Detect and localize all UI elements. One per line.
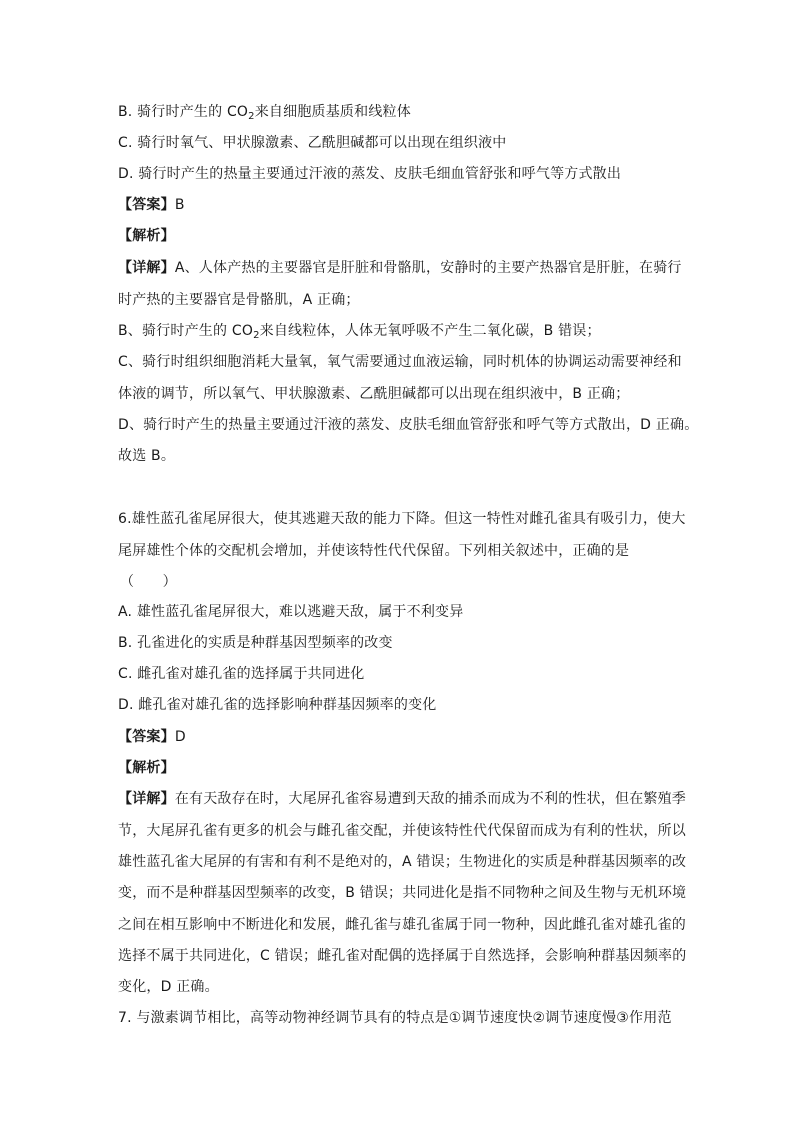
q5-option-d: D. 骑行时产生的热量主要通过汗液的蒸发、皮肤毛细血管舒张和呼气等方式散出 xyxy=(118,166,622,182)
q6-explanation-line3: 雄性蓝孔雀大尾屏的有害和有利不是绝对的，A 错误；生物进化的实质是种群基因频率的改 xyxy=(118,854,687,870)
q6-explanation-line6: 选择不属于共同进化，C 错误；雌孔雀对配偶的选择属于自然选择，会影响种群基因频率的 xyxy=(118,948,687,964)
q5-explanation-a-line2: 时产热的主要器官是骨骼肌，A 正确； xyxy=(118,292,360,308)
q7-stem-line1: 7. 与激素调节相比，高等动物神经调节具有的特点是①调节速度快②调节速度慢③作用范 xyxy=(118,1010,672,1026)
q5-analysis-label: 【解析】 xyxy=(118,228,175,244)
q6-explanation-line1: 【详解】在有天敌存在时，大尾屏孔雀容易遭到天敌的捕杀而成为不利的性状，但在繁殖季 xyxy=(118,791,687,807)
q5-answer: 【答案】B xyxy=(118,197,185,213)
q6-explanation-line4: 变，而不是种群基因型频率的改变，B 错误；共同进化是指不同物种之间及生物与无机环境 xyxy=(118,885,687,901)
q6-option-d: D. 雌孔雀对雄孔雀的选择影响种群基因频率的变化 xyxy=(118,697,437,713)
q5-explanation-c-line2: 体液的调节，所以氧气、甲状腺激素、乙酰胆碱都可以出现在组织液中，B 正确； xyxy=(118,386,630,402)
q5-conclusion: 故选 B。 xyxy=(118,448,176,464)
q6-option-c: C. 雌孔雀对雄孔雀的选择属于共同进化 xyxy=(118,666,365,682)
q6-explanation-line5: 之间在相互影响中不断进化和发展，雌孔雀与雄孔雀属于同一物种，因此雌孔雀对雄孔雀的 xyxy=(118,917,686,933)
q6-stem-line1: 6.雄性蓝孔雀尾屏很大，使其逃避天敌的能力下降。但这一特性对雌孔雀具有吸引力，使大 xyxy=(118,511,686,527)
q6-option-a: A. 雄性蓝孔雀尾屏很大，难以逃避天敌，属于不利变异 xyxy=(118,604,464,620)
q5-option-c: C. 骑行时氧气、甲状腺激素、乙酰胆碱都可以出现在组织液中 xyxy=(118,135,507,151)
q6-answer: 【答案】D xyxy=(118,729,186,745)
q5-explanation-b: B、骑行时产生的 $CO_2$来自线粒体，人体无氧呼吸不产生二氧化碳，B 错误； xyxy=(118,323,601,341)
q6-explanation-line7: 变化，D 正确。 xyxy=(118,979,219,995)
q6-answer-blank: （ ） xyxy=(120,574,177,590)
q5-option-b: B. 骑行时产生的 $CO_2$来自细胞质基质和线粒体 xyxy=(118,104,411,122)
q6-option-b: B. 孔雀进化的实质是种群基因型频率的改变 xyxy=(118,635,393,651)
q6-stem-line2: 尾屏雄性个体的交配机会增加，并使该特性代代保留。下列相关叙述中，正确的是 xyxy=(118,543,630,559)
q5-explanation-a-line1: 【详解】A、人体产热的主要器官是肝脏和骨骼肌，安静时的主要产热器官是肝脏，在骑行 xyxy=(118,260,682,276)
q6-explanation-line2: 节，大尾屏孔雀有更多的机会与雌孔雀交配，并使该特性代代保留而成为有利的性状，所以 xyxy=(118,823,686,839)
q5-explanation-c-line1: C、骑行时组织细胞消耗大量氧，氧气需要通过血液运输，同时机体的协调运动需要神经和 xyxy=(118,354,682,370)
q5-explanation-d: D、骑行时产生的热量主要通过汗液的蒸发、皮肤毛细血管舒张和呼气等方式散出，D 正确。 xyxy=(118,417,699,433)
q6-analysis-label: 【解析】 xyxy=(118,760,175,776)
